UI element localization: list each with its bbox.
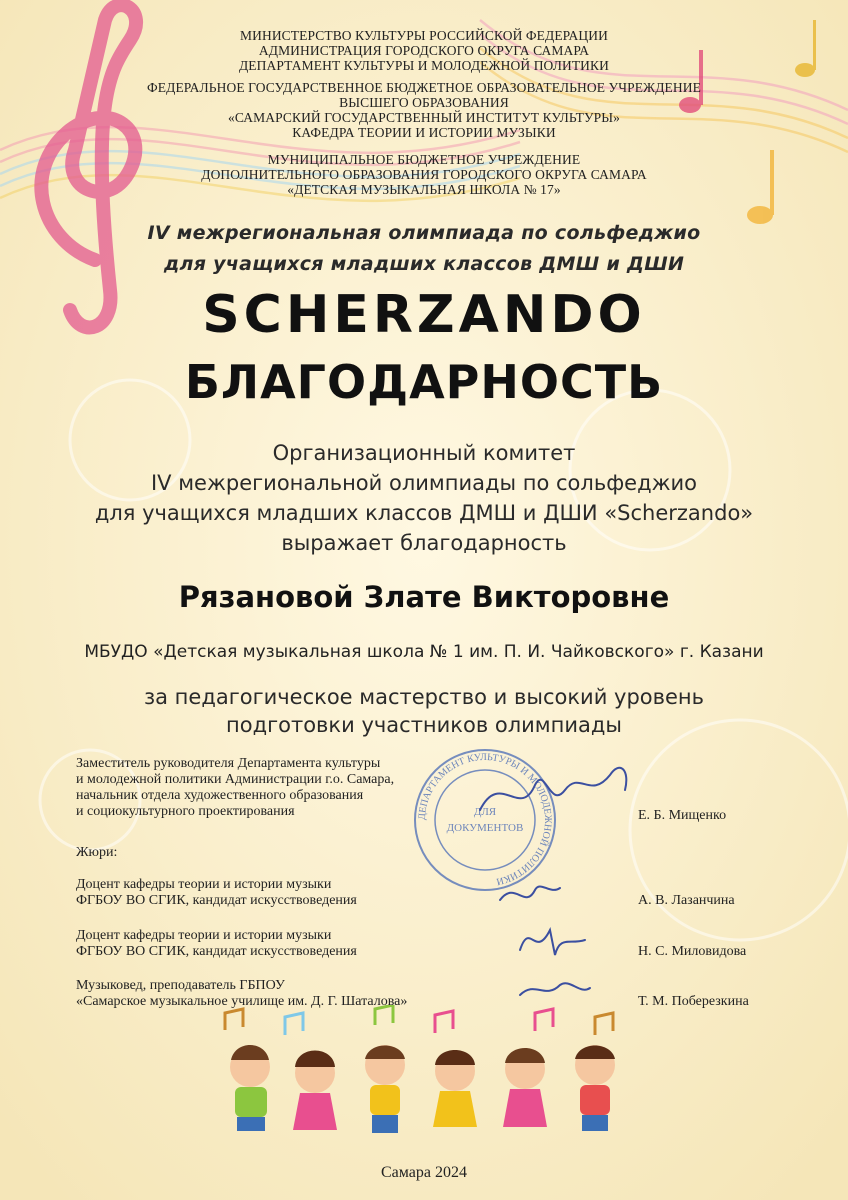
body-line: выражает благодарность [281,531,567,555]
signatory-4-name: Т. М. Поберезкина [638,994,749,1009]
document-title: БЛАГОДАРНОСТЬ [184,355,664,409]
header-line: «ДЕТСКАЯ МУЗЫКАЛЬНАЯ ШКОЛА № 17» [287,182,561,197]
olympiad-title-line2: для учащихся младших классов ДМШ и ДШИ [163,253,685,275]
signatory-line: начальник отдела художественного образования [76,788,364,803]
signatory-line: «Самарское музыкальное училище им. Д. Г. Шаталова» [76,994,408,1009]
stamp-ring-text: ДЕПАРТАМЕНТ КУЛЬТУРЫ И МОЛОДЕЖНОЙ ПОЛИТИКИ [416,751,554,887]
recipient-school: МБУДО «Детская музыкальная школа № 1 им. П. И. Чайковского» г. Казани [84,642,764,662]
header-line: АДМИНИСТРАЦИЯ ГОРОДСКОГО ОКРУГА САМАРА [258,43,590,58]
jury-label: Жюри: [76,845,118,860]
body-text [0,438,848,558]
signatory-line: Заместитель руководителя Департамента культуры [76,756,381,771]
header-ministry [0,28,848,73]
header-line: «САМАРСКИЙ ГОСУДАРСТВЕННЫЙ ИНСТИТУТ КУЛЬТУРЫ» [228,110,620,125]
header-line: МУНИЦИПАЛЬНОЕ БЮДЖЕТНОЕ УЧРЕЖДЕНИЕ [267,152,581,167]
header-line: ДОПОЛНИТЕЛЬНОГО ОБРАЗОВАНИЯ ГОРОДСКОГО ОКРУГА САМАРА [201,167,647,182]
signatory-2-title [76,877,357,909]
signatory-line: ФГБОУ ВО СГИК, кандидат искусствоведения [76,893,357,908]
signatory-1-title [76,756,394,820]
signatory-line: ФГБОУ ВО СГИК, кандидат искусствоведения [76,944,357,959]
brand-logo: SCHERZANDO [202,285,646,345]
header-line: КАФЕДРА ТЕОРИИ И ИСТОРИИ МУЗЫКИ [292,125,556,140]
header-line: МИНИСТЕРСТВО КУЛЬТУРЫ РОССИЙСКОЙ ФЕДЕРАЦИИ [240,28,608,43]
body-line: для учащихся младших классов ДМШ и ДШИ «Scherzando» [94,501,754,525]
signatory-line: и социокультурного проектирования [76,804,295,819]
header-line: ВЫСШЕГО ОБРАЗОВАНИЯ [339,95,509,110]
stamp-center-text: ДЛЯ [473,806,497,818]
signatory-line: Доцент кафедры теории и истории музыки [76,877,332,892]
children-illustration [205,1005,645,1155]
header-institute [0,80,848,140]
signatory-2-name: А. В. Лазанчина [638,893,735,908]
reason-line: за педагогическое мастерство и высокий уровень [143,685,705,709]
signatory-line: Музыковед, преподаватель ГБПОУ [76,978,285,993]
olympiad-title-line1: IV межрегиональная олимпиада по сольфеджио [147,222,701,244]
header-line: ДЕПАРТАМЕНТ КУЛЬТУРЫ И МОЛОДЕЖНОЙ ПОЛИТИКИ [239,58,609,73]
signatory-line: Доцент кафедры теории и истории музыки [76,928,332,943]
stamp-center-text: ДОКУМЕНТОВ [446,822,524,834]
body-line: IV межрегиональной олимпиады по сольфеджио [150,471,698,495]
signatory-line: и молодежной политики Администрации г.о. Самара, [76,772,395,787]
footer-place-year: Самара 2024 [381,1164,467,1181]
handwritten-signatures [440,750,640,1010]
header-school [0,152,848,197]
signatory-1-name: Е. Б. Мищенко [638,808,727,823]
recipient-name: Рязановой Злате Викторовне [178,580,670,614]
music-note-icon [225,1005,613,1035]
signatory-3-name: Н. С. Миловидова [638,944,747,959]
header-line: ФЕДЕРАЛЬНОЕ ГОСУДАРСТВЕННОЕ БЮДЖЕТНОЕ ОБРАЗОВАТЕЛЬНОЕ УЧРЕЖДЕНИЕ [147,80,701,95]
signatory-3-title [76,928,357,960]
body-line: Организационный комитет [272,441,576,465]
reason-line: подготовки участников олимпиады [226,713,622,737]
award-reason [0,683,848,739]
